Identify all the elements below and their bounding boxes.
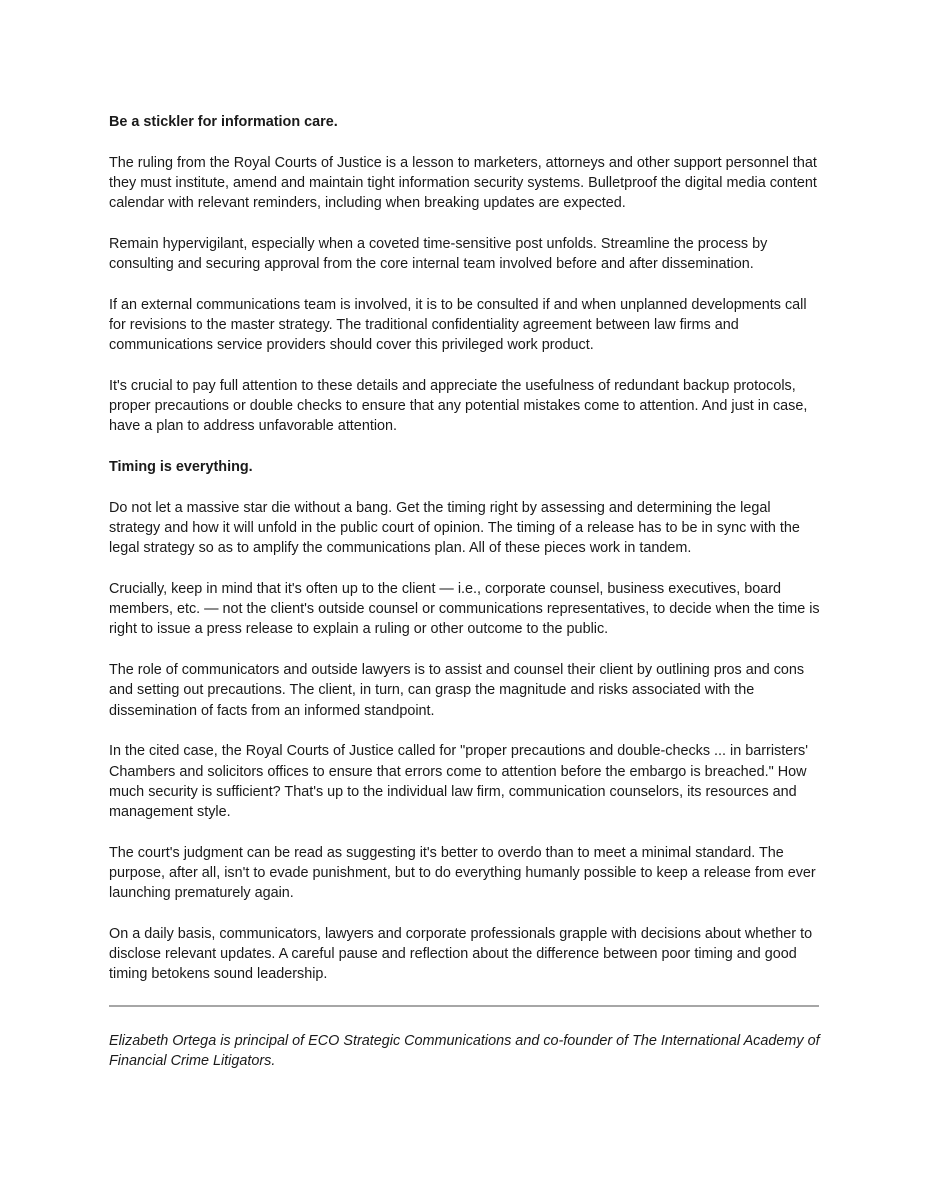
paragraph: If an external communications team is involved, it is to be consulted if and when unplanned developments call for revisions to the master strategy. The traditional confidentiality agreement between law firms and communications service providers should cover this privileged work product. bbox=[109, 296, 807, 354]
author-bio: Elizabeth Ortega is principal of ECO Strategic Communications and co-founder of The International Academy of Financial Crime Litigators. bbox=[109, 1033, 820, 1070]
paragraph: Do not let a massive star die without a bang. Get the timing right by assessing and determining the legal strategy and how it will unfold in the public court of opinion. The timing of a release has to be in sync with the legal strategy so as to amplify the communications plan. All of these pieces work in tandem. bbox=[109, 499, 800, 557]
bio-divider bbox=[109, 1005, 819, 1007]
section-timing bbox=[109, 457, 821, 985]
paragraph: Crucially, keep in mind that it's often up to the client — i.e., corporate counsel, business executives, board members, etc. — not the client's outside counsel or communications representatives, to decide when the time is right to issue a press release to explain a ruling or other outcome to the public. bbox=[109, 580, 820, 638]
section-information-care bbox=[109, 112, 821, 437]
article-body bbox=[109, 112, 821, 1072]
section-heading: Be a stickler for information care. bbox=[109, 114, 338, 130]
paragraph: Remain hypervigilant, especially when a coveted time-sensitive post unfolds. Streamline the process by consulting and securing approval from the core internal team involved before and after dissemination. bbox=[109, 235, 768, 273]
paragraph: The ruling from the Royal Courts of Justice is a lesson to marketers, attorneys and other support personnel that they must institute, amend and maintain tight information security systems. Bulletproof the digital media content calendar with relevant reminders, including when breaking updates are expected. bbox=[109, 154, 817, 212]
paragraph: In the cited case, the Royal Courts of Justice called for "proper precautions and double-checks ... in barristers' Chambers and solicitors offices to ensure that errors come to attention before the embargo is breached." How much security is sufficient? That's up to the individual law firm, communication counselors, its resources and management style. bbox=[109, 743, 808, 821]
paragraph: The court's judgment can be read as suggesting it's better to overdo than to meet a minimal standard. The purpose, after all, isn't to evade punishment, but to do everything humanly possible to keep a release from ever launching prematurely again. bbox=[109, 844, 816, 902]
paragraph: The role of communicators and outside lawyers is to assist and counsel their client by outlining pros and cons and setting out precautions. The client, in turn, can grasp the magnitude and risks associated with the dissemination of facts from an informed standpoint. bbox=[109, 662, 805, 719]
paragraph: On a daily basis, communicators, lawyers and corporate professionals grapple with decisions about whether to disclose relevant updates. A careful pause and reflection about the difference between poor timing and good timing betokens sound leadership. bbox=[109, 925, 813, 983]
section-heading: Timing is everything. bbox=[109, 459, 253, 476]
paragraph: It's crucial to pay full attention to these details and appreciate the usefulness of redundant backup protocols, proper precautions or double checks to ensure that any potential mistakes come to attention. And just in case, have a plan to address unfavorable attention. bbox=[109, 377, 808, 435]
